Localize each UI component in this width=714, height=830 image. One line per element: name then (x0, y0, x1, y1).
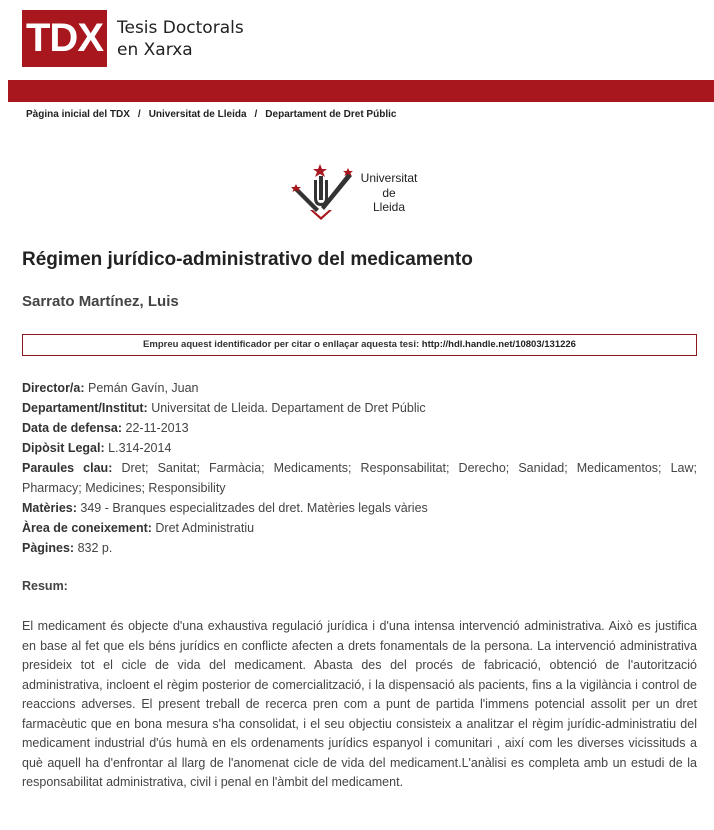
metadata-label: Director/a: (22, 381, 85, 395)
university-emblem-icon (288, 160, 358, 224)
university-name-line1: Universitat (360, 171, 418, 185)
header-bar (8, 80, 714, 102)
metadata-label: Matèries: (22, 501, 77, 515)
breadcrumb-home[interactable]: Pàgina inicial del TDX (26, 109, 130, 120)
abstract-label: Resum: (22, 579, 68, 593)
metadata-value: 832 p. (77, 541, 113, 555)
thesis-title: Régimen jurídico-administrativo del medicamento (22, 249, 473, 270)
metadata-department (22, 398, 697, 418)
metadata-value: L.314-2014 (108, 441, 172, 455)
metadata-director (22, 378, 697, 398)
metadata-label: Pàgines: (22, 541, 75, 555)
metadata-value: Dret Administratiu (155, 521, 255, 535)
metadata-label: Data de defensa: (22, 421, 123, 435)
metadata-label: Dipòsit Legal: (22, 441, 105, 455)
breadcrumb-department[interactable]: Departament de Dret Públic (265, 109, 397, 120)
metadata-value: Dret; Sanitat; Farmàcia; Medicaments; Responsabilitat; Derecho; Sanidad; Medicamentos; Law; Pharmacy; Medicines; Responsibility (22, 461, 697, 495)
metadata-legal-deposit (22, 438, 697, 458)
metadata-label: Paraules clau: (22, 461, 113, 475)
handle-prompt: Empreu aquest identificador per citar o enllaçar aquesta tesi: (143, 339, 420, 350)
site-name-line2: en Xarxa (117, 40, 193, 60)
metadata-value: Pemán Gavín, Juan (88, 381, 199, 395)
metadata-label: Àrea de coneixement: (22, 521, 152, 535)
breadcrumb-separator: / (137, 109, 141, 120)
thesis-author: Sarrato Martínez, Luis (22, 293, 179, 310)
breadcrumb-university[interactable]: Universitat de Lleida (148, 109, 247, 120)
site-name[interactable] (117, 17, 244, 61)
metadata-defense-date (22, 418, 697, 438)
abstract-text: El medicament és objecte d'una exhaustiva regulació jurídica i d'una intensa intervenció administrativa. Això es justifica en base al fet que els béns jurídics en conflicte afecten a drets fonamentals de la persona. La intervenció administrativa presideix tot el cicle de vida del medicament. Abasta des del procés de fabricació, obtenció de l'autorització administrativa, incloent el règim posterior de comercialització, i la dispensació als pacients, fins a la vigilància i control de reaccions adverses. El present treball de recerca pren com a punt de partida l'immens potencial assolit per un dret farmacèutic que en bona mesura s'ha consolidat, i el seu objectiu consisteix a analitzar el règim jurídic-administratiu del medicament industrial d'ús humà en els ordenaments jurídics espanyol i comunitari , així com les diverses vicissituds a què aquell ha d'enfrontar al llarg de l'anomenat cicle de vida del medicament.L'anàlisi es completa amb un estudi de la responsabilitat administrativa, civil i penal en l'àmbit del medicament. (22, 619, 697, 789)
breadcrumb-separator: / (254, 109, 258, 120)
metadata-value: Universitat de Lleida. Departament de Dret Públic (151, 401, 426, 415)
site-name-line1: Tesis Doctorals (117, 18, 244, 38)
university-logo[interactable] (288, 160, 428, 224)
metadata-value: 349 - Branques especialitzades del dret. Matèries legals vàries (80, 501, 428, 515)
handle-link[interactable]: http://hdl.handle.net/10803/131226 (421, 339, 576, 350)
metadata-value: 22-11-2013 (125, 421, 189, 435)
metadata-knowledge-area (22, 518, 697, 538)
metadata-keywords (22, 458, 697, 498)
metadata-pages (22, 538, 697, 558)
tdx-logo[interactable]: TDX (22, 10, 107, 67)
handle-identifier-box (22, 334, 697, 356)
breadcrumb (26, 109, 396, 120)
metadata-label: Departament/Institut: (22, 401, 148, 415)
university-name (354, 171, 424, 215)
metadata-subjects (22, 498, 697, 518)
university-name-line3: Lleida (372, 200, 406, 214)
site-header (0, 0, 714, 80)
university-name-line2: de (382, 185, 396, 200)
thesis-metadata (22, 378, 697, 558)
